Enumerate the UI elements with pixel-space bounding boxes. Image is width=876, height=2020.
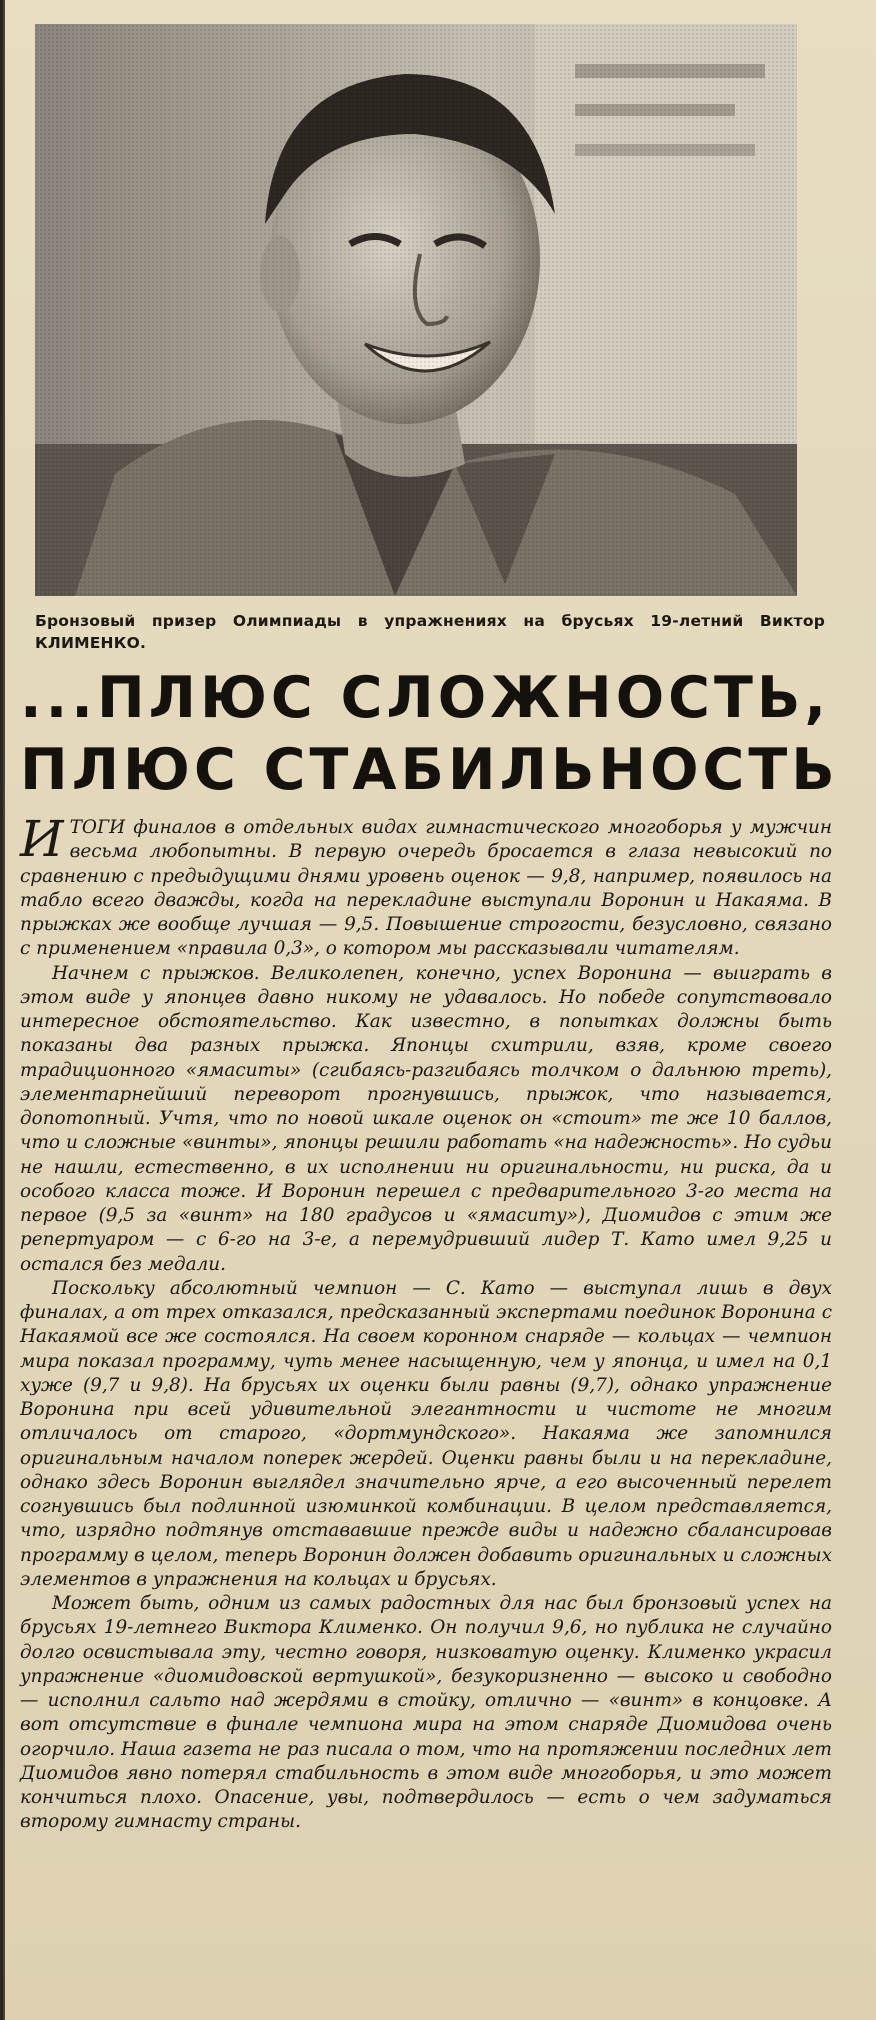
headline-line-2: ПЛЮС СТАБИЛЬНОСТЬ [20, 737, 839, 803]
portrait-photo [35, 24, 797, 596]
drop-cap: И [20, 810, 64, 868]
headline [20, 662, 850, 806]
article-paragraph: Начнем с прыжков. Великолепен, конечно, успех Воронина — выиграть в этом виде у японцев давно никому не удавалось. Но победе сопутствовало интересное обстоятельство. Как известно, в попытках должны быть показаны два разных прыжка. Японцы схитрили, взяв, кроме своего традиционного «ямаситы» (сгибаясь-разгибаясь толчком о дальнюю треть), элементарнейший переворот прогнувшись, прыжок, что называется, допотопный. Учтя, что по новой шкале оценок он «стоит» те же 10 баллов, что и сложные «винты», японцы решили работать «на надежность». Но судьи не нашли, естественно, в их исполнении ни оригинальности, ни риска, да и особого класса тоже. И Воронин перешел с предварительного 3-го места на первое (9,5 за «винт» на 180 градусов и «ямаситу»), Диомидов с этим же репертуаром — с 6-го на 3-е, а перемудривший лидер Т. Като имел 9,25 и остался без медали. [20, 962, 832, 1275]
article-paragraph: Поскольку абсолютный чемпион — С. Като — выступал лишь в двух финалах, а от трех отказался, предсказанный экспертами поединок Воронина с Накаямой все же состоялся. На своем коронном снаряде — кольцах — чемпион мира показал программу, чуть менее насыщенную, чем у японца, и имел на 0,1 хуже (9,7 и 9,8). На брусьях их оценки были равны (9,7), однако упражнение Воронина при всей удивительной элегантности и чистоте не многим отличалось от старого, «дортмундского». Накаяма же запомнился оригинальным началом поперек жердей. Оценки равны были и на перекладине, однако здесь Воронин выглядел значительно ярче, а его высоченный перелет согнувшись был подлинной изюминкой комбинации. В целом представляется, что, изрядно подтянув отстававшие прежде виды и надежно сбалансировав программу в целом, теперь Воронин должен добавить оригинальных и сложных элементов в упражнения на кольцах и брусьях. [20, 1277, 832, 1590]
photo-caption: Бронзовый призер Олимпиады в упражнениях на брусьях 19-летний Виктор КЛИМЕНКО. [35, 612, 825, 652]
article-paragraph [20, 810, 832, 962]
article-paragraph: Может быть, одним из самых радостных для нас был бронзовый успех на брусьях 19-летнего Виктора Клименко. Он получил 9,6, но публика не случайно долго освистывала эту, честно говоря, низковатую оценку. Клименко украсил упражнение «диомидовской вертушкой», безукоризненно — высоко и свободно — исполнил сальто над жердями в стойку, отлично — «винт» в концовке. А вот отсутствие в финале чемпиона мира на этом снаряде Диомидова очень огорчило. Наша газета не раз писала о том, что на протяжении последних лет Диомидов явно потерял стабильность в этом виде многоборья, и это может кончиться плохо. Опасение, увы, подтвердилось — есть о чем задуматься второму гимнасту страны. [20, 1593, 832, 1833]
photo-illustration [35, 24, 797, 596]
column-rule-inner [3, 0, 5, 2020]
paragraph-text: ТОГИ финалов в отдельных видах гимнастического многоборья у мужчин весьма любопытны. В первую очередь бросается в глаза невысокий по сравнению с предыдущими днями уровень оценок — 9,8, например, появилось на табло всего дважды, когда на перекладине выступали Воронин и Накаяма. В прыжках же вообще лучшая — 9,5. Повышение строгости, безусловно, связано с применением «правила 0,3», о котором мы рассказывали читателям. [20, 817, 832, 960]
article-body [20, 810, 832, 1835]
headline-line-1: ...ПЛЮС СЛОЖНОСТЬ, [20, 665, 830, 731]
